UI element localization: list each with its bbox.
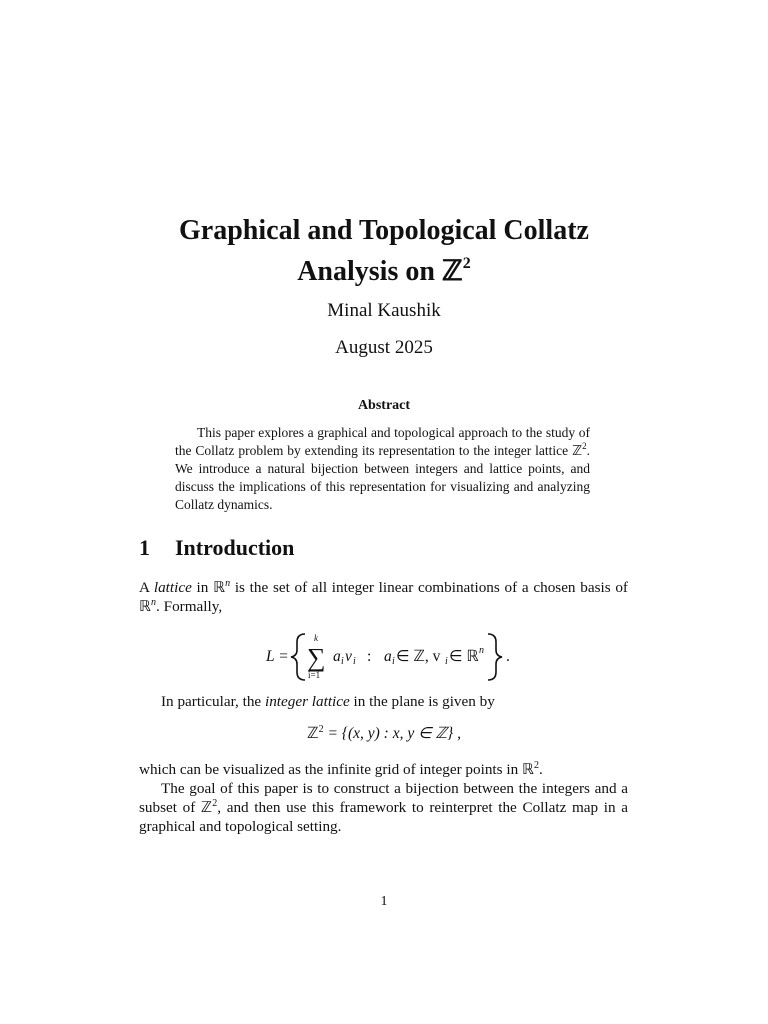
abstract-text-part-1: This paper explores a graphical and topological approach to the study of the Collatz problem by extending its representation to the integer lattice ℤ — [175, 425, 590, 458]
title-line-2: Analysis on ℤ — [297, 256, 463, 287]
eq1-colon: : — [367, 648, 372, 665]
paragraph-goal — [139, 779, 628, 836]
abstract-text-part-2: . We introduce a natural bijection between integers and lattice points, and discuss the implications of this representation for visualizing and analyzing Collatz dynamics. — [175, 443, 590, 512]
p3-text-b: . — [539, 761, 543, 778]
section-title: Introduction — [175, 535, 295, 560]
p1-text-a: A — [139, 579, 154, 596]
title-line-1: Graphical and Topological Collatz — [179, 215, 589, 246]
title-superscript: 2 — [462, 255, 471, 272]
p2-emphasis: integer lattice — [264, 693, 350, 710]
p2-text-a: In particular, the — [161, 693, 265, 710]
eq1-cond-a: a — [384, 648, 392, 665]
p1-emphasis-lattice: lattice — [153, 579, 192, 596]
eq1-cond-text-2: ∈ ℝ — [449, 648, 479, 665]
equation-lattice-definition — [262, 628, 522, 686]
paragraph-lattice-definition — [139, 578, 628, 616]
publication-date: August 2025 — [335, 337, 433, 358]
eq1-sum-symbol: ∑ — [307, 643, 326, 672]
eq1-cond-a-sub: i — [392, 656, 395, 667]
p1-superscript-n-2: n — [151, 597, 157, 608]
eq2-rhs: = {(x, y) : x, y ∈ ℤ} , — [323, 725, 461, 742]
eq1-right-brace — [488, 634, 502, 680]
eq1-term-a: a — [333, 648, 341, 665]
p1-superscript-n: n — [225, 578, 231, 589]
eq1-cond-v-sub: i — [445, 656, 448, 667]
p1-text-b: in ℝ — [191, 579, 226, 596]
eq2-lhs-sup: 2 — [318, 724, 324, 735]
eq1-term-v: v — [345, 648, 352, 665]
p1-text-c: is the set of all integer linear combinations of a chosen basis of ℝ — [139, 579, 628, 615]
eq1-term-v-sub: i — [353, 656, 356, 667]
p4-text-b: , and then use this framework to reinterpret the Collatz map in a graphical and topological setting. — [139, 799, 628, 835]
p4-superscript: 2 — [212, 798, 218, 809]
eq1-period: . — [506, 648, 510, 665]
eq1-lhs: L = — [266, 648, 289, 665]
page-number: 1 — [380, 894, 388, 909]
abstract-text — [175, 424, 590, 514]
p4-text-a: The goal of this paper is to construct a bijection between the integers and a subset of ℤ — [139, 780, 628, 816]
eq1-sum-lower: i=1 — [308, 670, 321, 680]
paragraph-visualization — [139, 760, 628, 779]
abstract-heading: Abstract — [357, 398, 411, 413]
eq1-cond-text: ∈ ℤ, v — [396, 648, 441, 665]
p2-text-b: in the plane is given by — [349, 693, 495, 710]
eq1-sum-upper: k — [314, 633, 318, 643]
equation-integer-lattice — [0, 724, 768, 743]
p3-superscript: 2 — [534, 760, 539, 771]
paper-title — [0, 214, 768, 288]
eq2-lhs: ℤ — [307, 725, 319, 742]
abstract-superscript: 2 — [582, 441, 587, 451]
eq1-left-brace — [291, 634, 305, 680]
author-name: Minal Kaushik — [327, 300, 441, 321]
eq1-term-a-sub: i — [341, 656, 344, 667]
eq1-cond-sup: n — [479, 645, 484, 656]
section-number: 1 — [139, 535, 150, 560]
p3-text-a: which can be visualized as the infinite grid of integer points in ℝ — [139, 761, 534, 778]
paragraph-integer-lattice — [139, 692, 628, 711]
section-heading — [139, 535, 294, 561]
p1-text-d: . Formally, — [156, 598, 223, 615]
